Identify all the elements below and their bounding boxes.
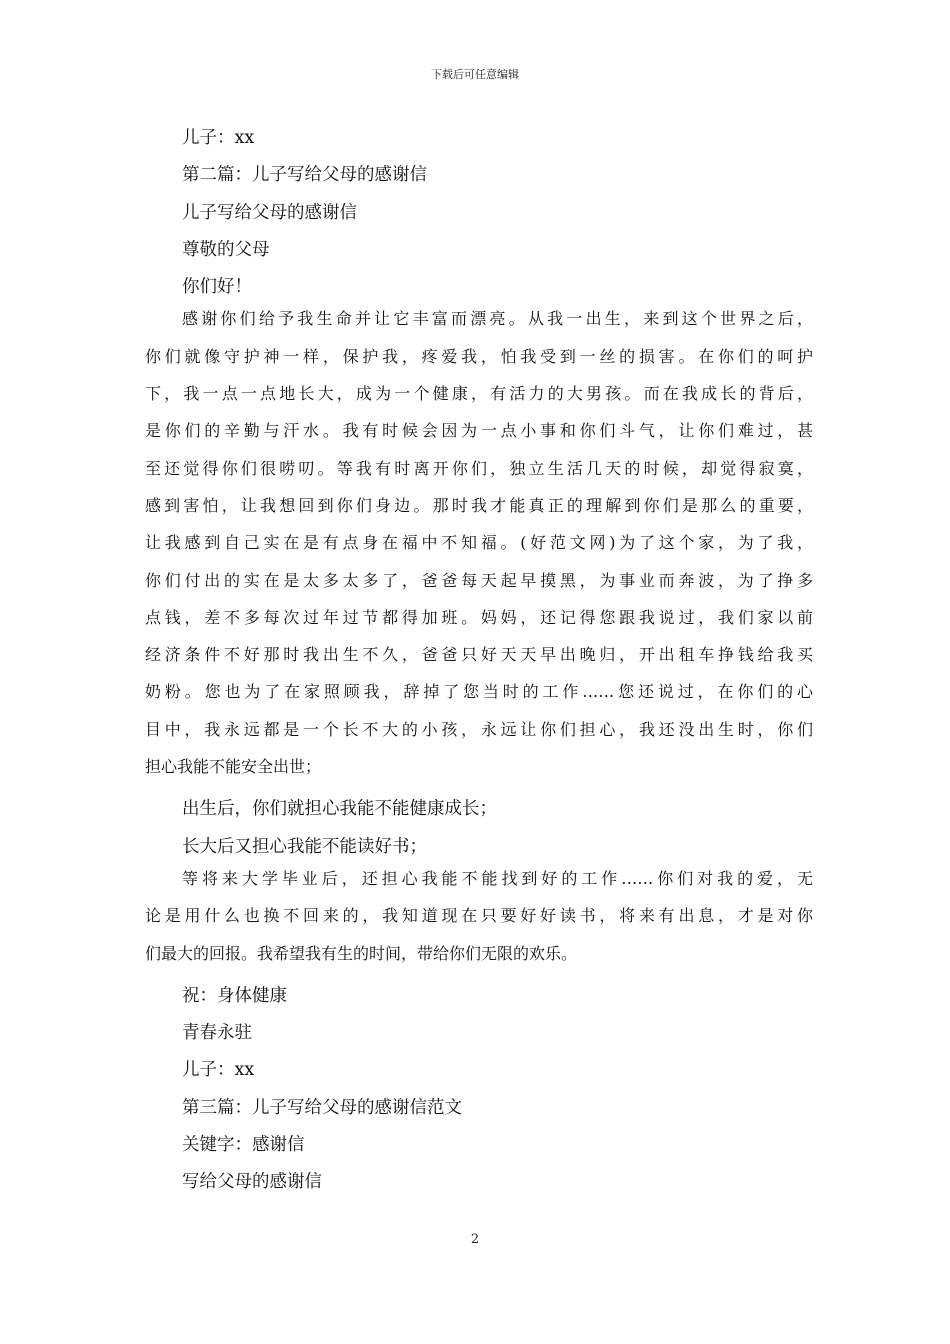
keywords-line: 关键字：感谢信 — [182, 1135, 305, 1156]
page-number: 2 — [470, 1232, 480, 1247]
document-body — [145, 120, 813, 1202]
section-heading: 第三篇：儿子写给父母的感谢信范文 — [182, 1097, 462, 1118]
signature-line: 儿子：xx — [182, 128, 255, 148]
body-line: 出生后，你们就担心我能不能健康成长； — [182, 799, 497, 820]
closing-wish: 祝：身体健康 — [182, 985, 287, 1006]
paragraph-line: 经济条件不好那时我出生不久，爸爸只好天天早出晚归，开出租车挣钱给我买 — [145, 645, 813, 665]
section-heading: 第二篇：儿子写给父母的感谢信 — [182, 165, 427, 186]
paragraph-line: 你们就像守护神一样，保护我，疼爱我，怕我受到一丝的损害。在你们的呵护 — [145, 346, 813, 366]
paragraph-line: 目中，我永远都是一个长不大的小孩，永远让你们担心，我还没出生时，你们 — [145, 719, 813, 739]
paragraph-line: 你们付出的实在是太多太多了，爸爸每天起早摸黑，为事业而奔波，为了挣多 — [145, 570, 813, 590]
body-paragraph-1 — [145, 306, 813, 791]
signature-line: 儿子：xx — [182, 1060, 255, 1081]
paragraph-line: 们最大的回报。我希望我有生的时间，带给你们无限的欢乐。 — [145, 943, 578, 963]
letter-title: 儿子写给父母的感谢信 — [182, 202, 357, 223]
paragraph-line: 奶粉。您也为了在家照顾我，辞掉了您当时的工作……您还说过，在你们的心 — [145, 682, 813, 702]
paragraph-line: 下，我一点一点地长大，成为一个健康，有活力的大男孩。而在我成长的背后， — [145, 384, 813, 404]
page-header: 下载后可任意编辑 — [431, 68, 519, 81]
body-paragraph-2 — [145, 866, 813, 978]
body-line: 长大后又担心我能不能读好书； — [182, 836, 427, 857]
paragraph-line: 是你们的辛勤与汗水。我有时候会因为一点小事和你们斗气，让你们难过，甚 — [145, 421, 813, 441]
paragraph-line: 感谢你们给予我生命并让它丰富而漂亮。从我一出生，来到这个世界之后， — [182, 309, 813, 329]
paragraph-line: 等将来大学毕业后，还担心我能不能找到好的工作……你们对我的爱，无 — [182, 868, 813, 888]
paragraph-line: 让我感到自己实在是有点身在福中不知福。(好范文网)为了这个家，为了我， — [145, 533, 813, 553]
greeting: 你们好！ — [182, 277, 252, 298]
paragraph-line: 至还觉得你们很唠叨。等我有时离开你们，独立生活几天的时候，却觉得寂寞， — [145, 458, 813, 478]
salutation: 尊敬的父母 — [182, 239, 270, 260]
paragraph-line: 论是用什么也换不回来的，我知道现在只要好好读书，将来有出息，才是对你 — [145, 906, 813, 926]
paragraph-line: 点钱，差不多每次过年过节都得加班。妈妈，还记得您跟我说过，我们家以前 — [145, 607, 813, 627]
closing-wish-2: 青春永驻 — [182, 1023, 252, 1044]
paragraph-line: 感到害怕，让我想回到你们身边。那时我才能真正的理解到你们是那么的重要， — [145, 495, 813, 515]
paragraph-line: 担心我能不能安全出世； — [145, 757, 322, 777]
subtitle-line: 写给父母的感谢信 — [182, 1172, 322, 1193]
